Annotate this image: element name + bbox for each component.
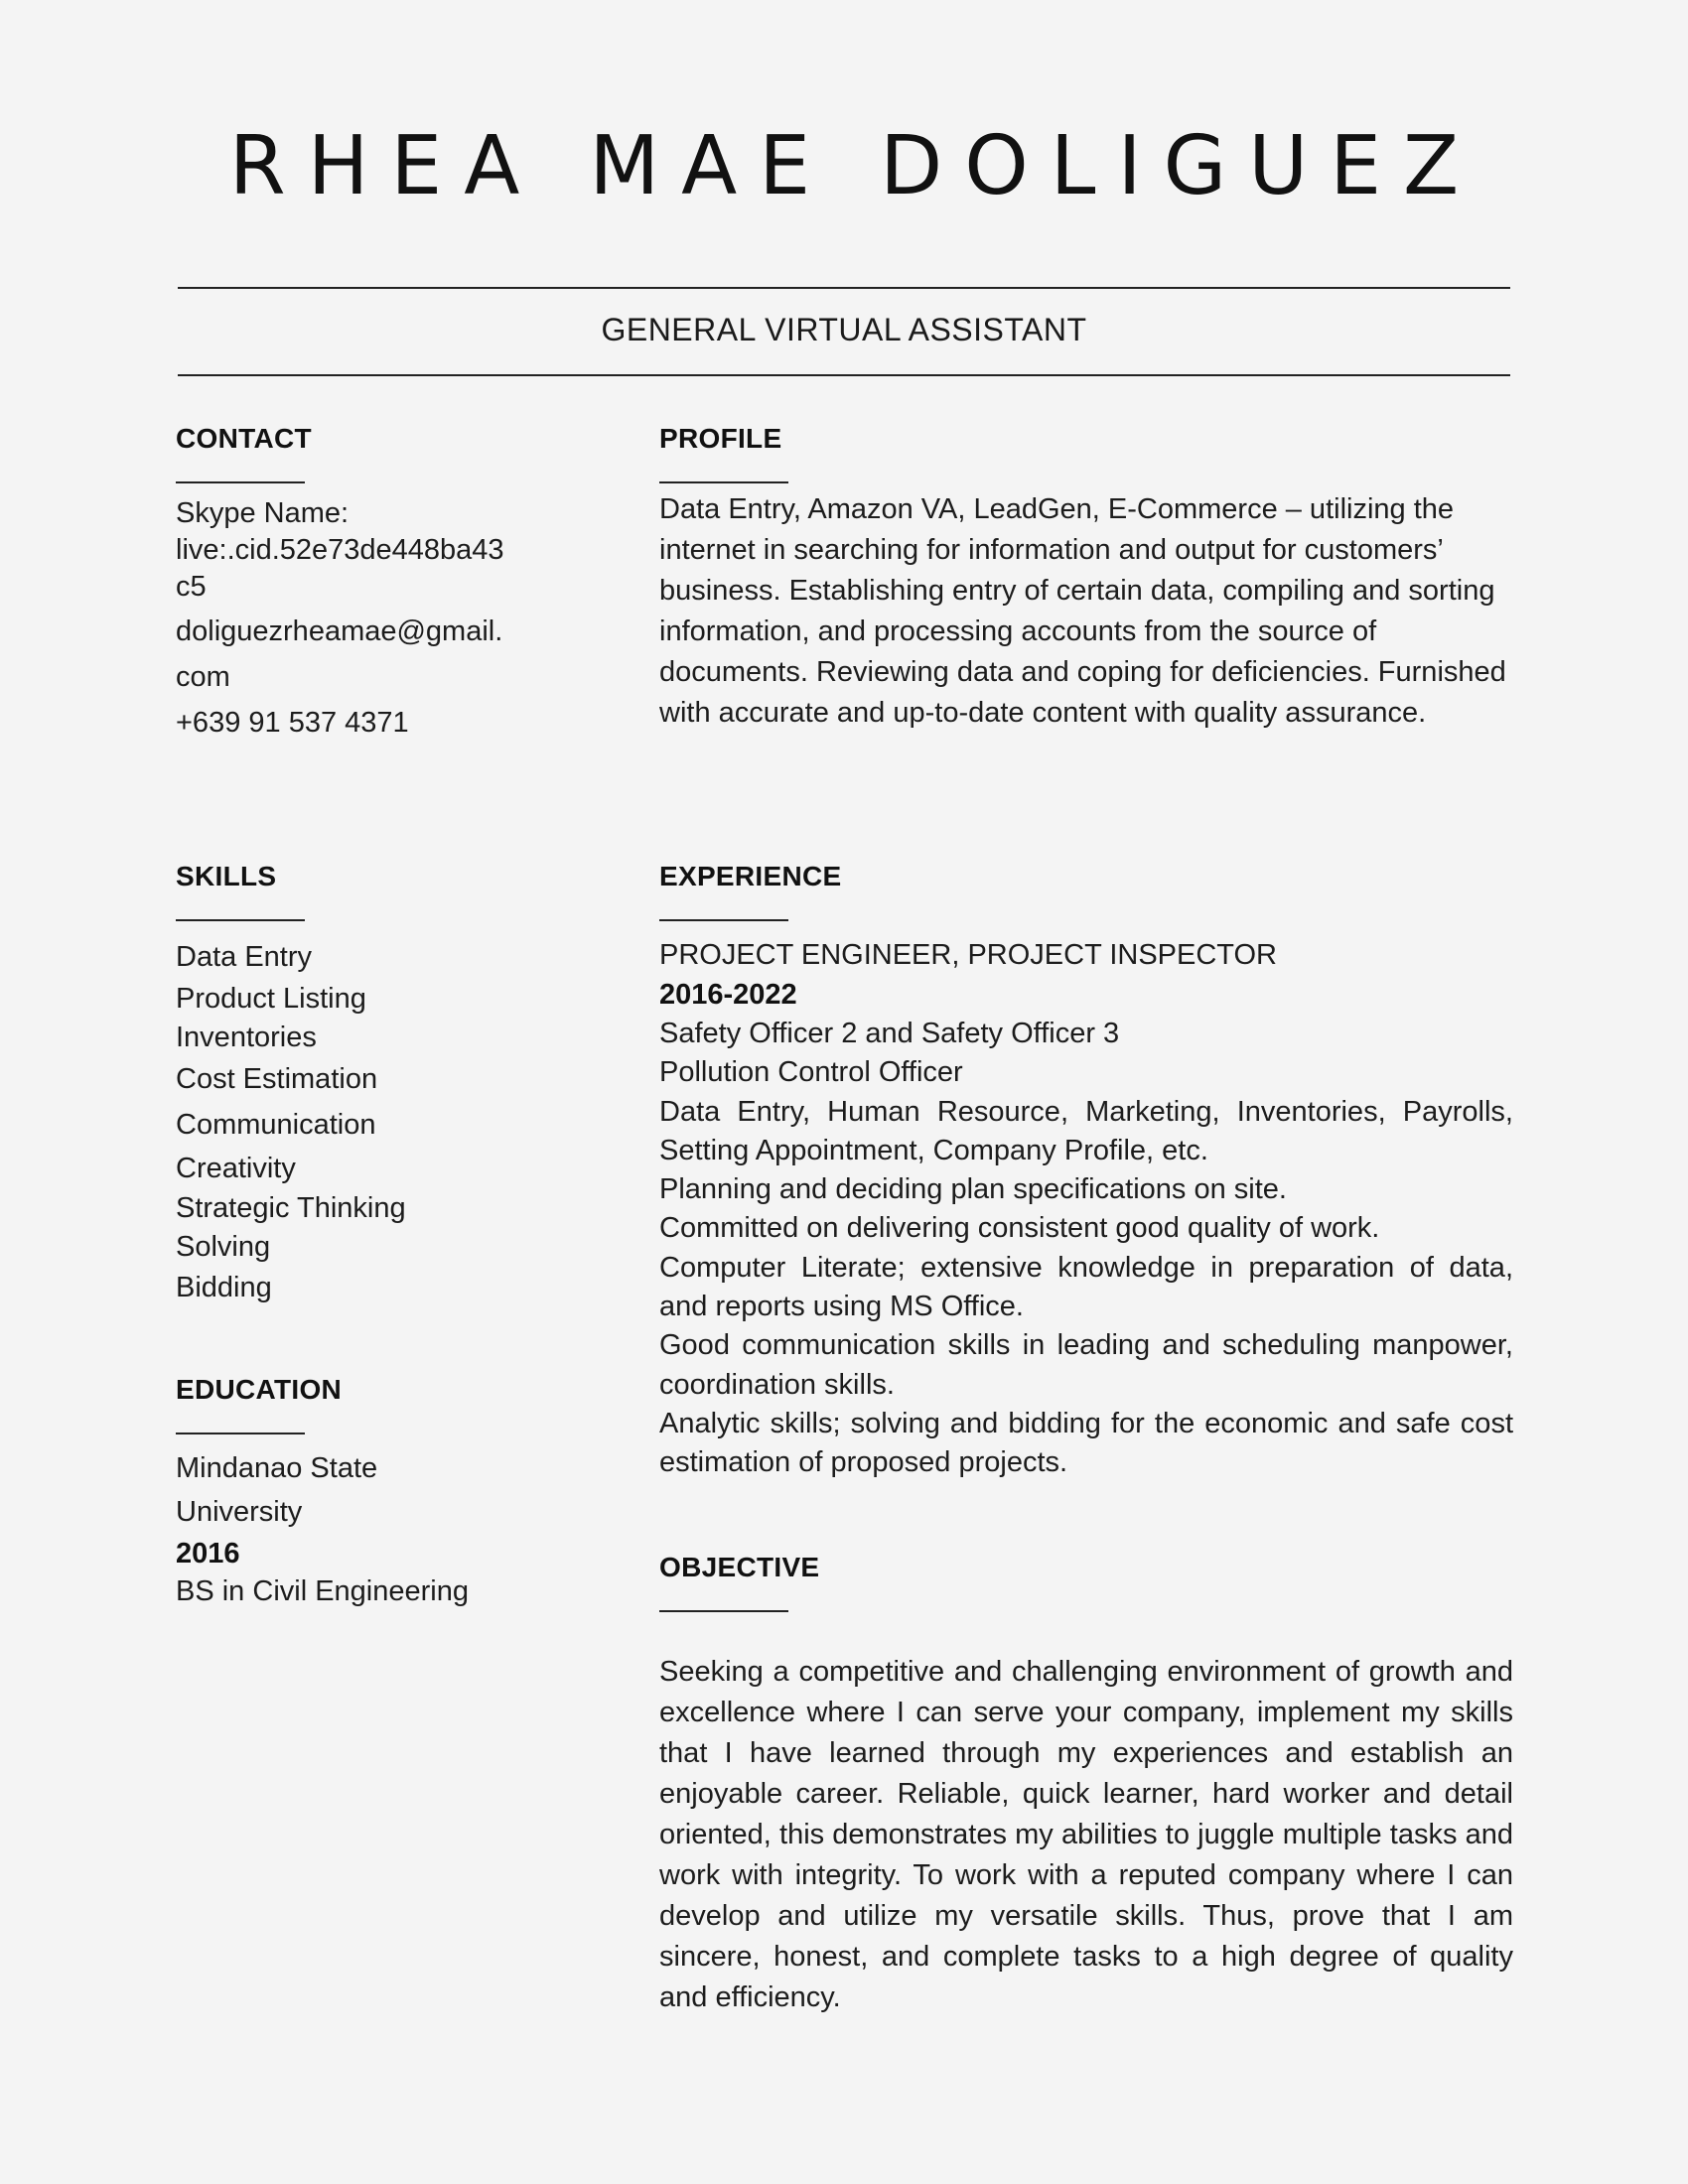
education-year: 2016 [176, 1538, 240, 1570]
experience-item: Pollution Control Officer [659, 1056, 963, 1089]
experience-position: PROJECT ENGINEER, PROJECT INSPECTOR [659, 939, 1277, 971]
candidate-name: RHEA MAE DOLIGUEZ [228, 119, 1481, 213]
contact-heading: CONTACT [176, 423, 312, 454]
education-degree: BS in Civil Engineering [176, 1575, 469, 1607]
skill-item: Bidding [176, 1272, 272, 1303]
experience-item: Good communication skills in leading and scheduling manpower, coordination skills. [659, 1329, 1513, 1401]
experience-item: Safety Officer 2 and Safety Officer 3 [659, 1018, 1120, 1049]
experience-heading-underline [659, 919, 788, 921]
contact-skype-label: Skype Name: [176, 497, 350, 529]
profile-heading: PROFILE [659, 423, 782, 454]
education-school-cont: University [176, 1496, 303, 1528]
profile-section [659, 422, 1513, 734]
header-bottom-divider [178, 374, 1510, 376]
profile-heading-underline [659, 481, 788, 483]
skills-section [176, 860, 573, 1307]
contact-heading-underline [176, 481, 305, 483]
experience-item: Planning and deciding plan specifications on site. [659, 1173, 1287, 1206]
objective-heading: OBJECTIVE [659, 1552, 820, 1582]
experience-item: Data Entry, Human Resource, Marketing, Inventories, Payrolls, Setting Appointment, Company Profile, etc. [659, 1095, 1513, 1166]
experience-years: 2016-2022 [659, 979, 797, 1011]
experience-item: Computer Literate; extensive knowledge in preparation of data, and reports using MS Office. [659, 1251, 1513, 1323]
skill-item: Solving [176, 1231, 271, 1263]
education-heading-underline [176, 1433, 305, 1434]
experience-item: Analytic skills; solving and bidding for the economic and safe cost estimation of proposed projects. [659, 1407, 1513, 1479]
contact-email-cont: com [176, 661, 230, 693]
skill-item: Strategic Thinking [176, 1192, 406, 1224]
experience-section [659, 860, 1513, 1483]
skill-item: Inventories [176, 1022, 317, 1053]
skills-heading-underline [176, 919, 305, 921]
contact-phone: +639 91 537 4371 [176, 707, 409, 739]
skill-item: Product Listing [176, 983, 366, 1015]
contact-section [176, 422, 573, 746]
contact-skype-id-cont: c5 [176, 571, 207, 603]
header-top-divider [178, 287, 1510, 289]
objective-text: Seeking a competitive and challenging environment of growth and excellence where I can serve your company, implement my skills that I have learned through my experiences and establish an enjoyable career. Reliable, quick learner, hard worker and detail oriented, this demonstrates my abilities to juggle multiple tasks and work with integrity. To work with a reputed company where I can develop and utilize my versatile skills. Thus, prove that I am sincere, honest, and complete tasks to a high degree of quality and efficiency. [659, 1656, 1513, 2013]
experience-item: Committed on delivering consistent good quality of work. [659, 1212, 1380, 1245]
profile-text: Data Entry, Amazon VA, LeadGen, E-Commerce – utilizing the internet in searching for information and output for customers’ business. Establishing entry of certain data, compiling and sorting information, and processing accounts from the source of documents. Reviewing data and coping for deficiencies. Furnished with accurate and up-to-date content with quality assurance. [659, 493, 1506, 729]
skill-item: Creativity [176, 1153, 296, 1184]
contact-email: doliguezrheamae@gmail. [176, 615, 503, 647]
skills-heading: SKILLS [176, 861, 277, 891]
skill-item: Communication [176, 1109, 376, 1141]
objective-heading-underline [659, 1610, 788, 1612]
education-heading: EDUCATION [176, 1374, 343, 1405]
objective-section [659, 1551, 1513, 2018]
skill-item: Data Entry [176, 941, 312, 973]
job-title: GENERAL VIRTUAL ASSISTANT [601, 312, 1087, 347]
contact-skype-id: live:.cid.52e73de448ba43 [176, 534, 504, 566]
skill-item: Cost Estimation [176, 1063, 378, 1095]
education-section [176, 1373, 573, 1609]
education-school: Mindanao State [176, 1452, 378, 1484]
experience-heading: EXPERIENCE [659, 861, 842, 891]
